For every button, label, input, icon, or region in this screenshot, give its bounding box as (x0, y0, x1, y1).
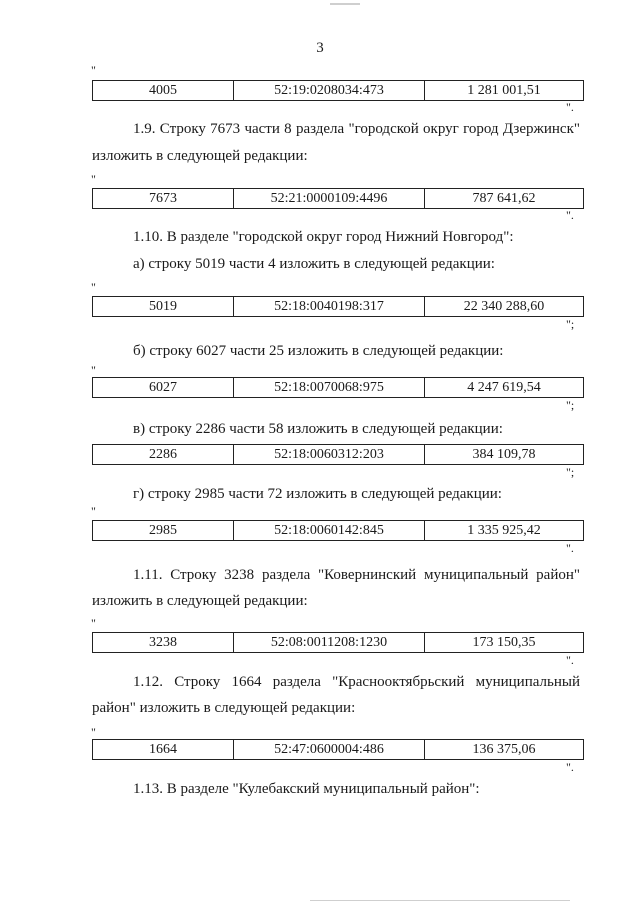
row-number-cell: 6027 (93, 378, 234, 398)
value-cell: 1 335 925,42 (425, 521, 584, 541)
paragraph-line: 1.12. Строку 1664 раздела "Краснооктябрьский муниципальный (133, 674, 580, 690)
value-cell: 22 340 288,60 (425, 297, 584, 317)
open-quote: " (91, 280, 96, 294)
cadastral-number-cell: 52:47:0600004:486 (234, 740, 425, 760)
cadastral-number-cell: 52:18:0060142:845 (234, 521, 425, 541)
value-cell: 384 109,78 (425, 445, 584, 465)
value-cell: 173 150,35 (425, 633, 584, 653)
close-quote: "; (566, 317, 575, 331)
cadastral-number-cell: 52:19:0208034:473 (234, 81, 425, 101)
paragraph-line: 1.11. Строку 3238 раздела "Ковернинский муниципальный район" (133, 567, 580, 583)
table-row (92, 444, 584, 465)
paragraph-line: в) строку 2286 части 58 изложить в следующей редакции: (133, 421, 503, 437)
page-number: 3 (316, 40, 324, 56)
table-row (92, 632, 584, 653)
close-quote: ". (566, 653, 574, 667)
table-row (92, 80, 584, 101)
row-number-cell: 2286 (93, 445, 234, 465)
value-cell: 787 641,62 (425, 189, 584, 209)
close-quote: ". (566, 541, 574, 555)
row-number-cell: 4005 (93, 81, 234, 101)
table-row (92, 188, 584, 209)
scan-line-bottom (310, 900, 570, 901)
row-number-cell: 3238 (93, 633, 234, 653)
paragraph-line: 1.13. В разделе "Кулебакский муниципальный район": (133, 781, 480, 797)
table-row (92, 520, 584, 541)
paragraph-line: изложить в следующей редакции: (92, 593, 308, 609)
cadastral-number-cell: 52:21:0000109:4496 (234, 189, 425, 209)
open-quote: " (91, 504, 96, 518)
cadastral-number-cell: 52:08:0011208:1230 (234, 633, 425, 653)
close-quote: "; (566, 398, 575, 412)
close-quote: ". (566, 208, 574, 222)
paragraph-line: а) строку 5019 части 4 изложить в следующей редакции: (133, 256, 495, 272)
paragraph-line: изложить в следующей редакции: (92, 148, 308, 164)
paragraph-line: 1.10. В разделе "городской округ город Нижний Новгород": (133, 229, 514, 245)
value-cell: 136 375,06 (425, 740, 584, 760)
close-quote: ". (566, 760, 574, 774)
close-quote: "; (566, 465, 575, 479)
open-quote: " (91, 725, 96, 739)
paragraph-line: район" изложить в следующей редакции: (92, 700, 356, 716)
close-quote: ". (566, 100, 574, 114)
row-number-cell: 5019 (93, 297, 234, 317)
table-row (92, 296, 584, 317)
table-row (92, 377, 584, 398)
open-quote: " (91, 172, 96, 186)
paragraph-line: б) строку 6027 части 25 изложить в следующей редакции: (133, 343, 504, 359)
row-number-cell: 2985 (93, 521, 234, 541)
open-quote: " (91, 63, 96, 77)
scan-mark-top (330, 3, 360, 5)
row-number-cell: 7673 (93, 189, 234, 209)
table-row (92, 739, 584, 760)
open-quote: " (91, 616, 96, 630)
value-cell: 4 247 619,54 (425, 378, 584, 398)
paragraph-line: 1.9. Строку 7673 части 8 раздела "городской округ город Дзержинск" (133, 121, 580, 137)
value-cell: 1 281 001,51 (425, 81, 584, 101)
row-number-cell: 1664 (93, 740, 234, 760)
cadastral-number-cell: 52:18:0060312:203 (234, 445, 425, 465)
paragraph-line: г) строку 2985 части 72 изложить в следующей редакции: (133, 486, 502, 502)
open-quote: " (91, 363, 96, 377)
cadastral-number-cell: 52:18:0040198:317 (234, 297, 425, 317)
cadastral-number-cell: 52:18:0070068:975 (234, 378, 425, 398)
